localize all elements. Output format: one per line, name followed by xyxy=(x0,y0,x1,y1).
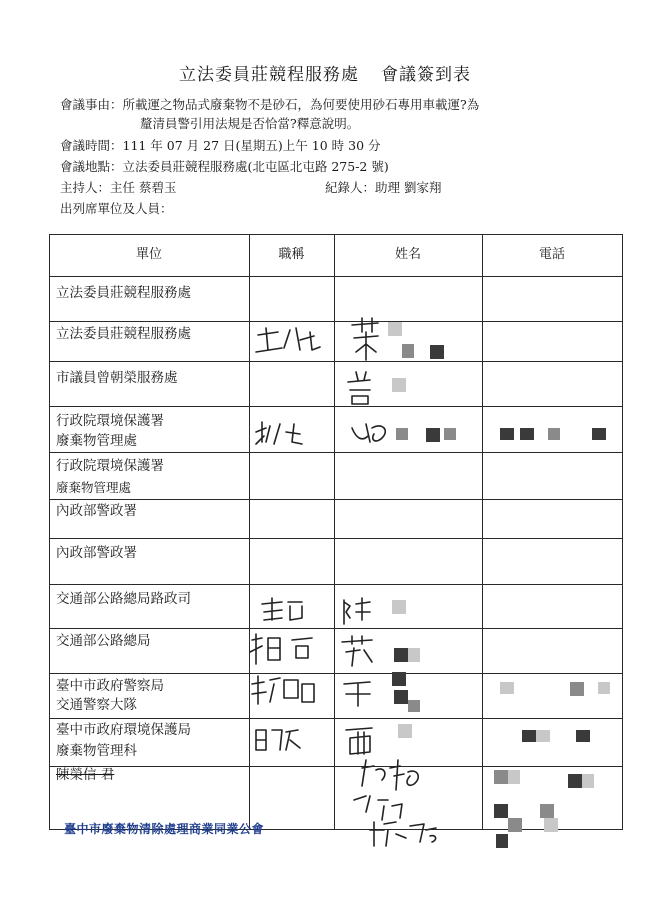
row-2-unit: 立法委員莊競程服務處 xyxy=(56,326,191,342)
row-11-unit-line2: 廢棄物管理科 xyxy=(56,743,137,759)
row-3-unit: 市議員曾朝榮服務處 xyxy=(56,370,178,386)
row-10-unit-line1: 臺中市政府警察局 xyxy=(56,678,164,694)
row-8-unit: 交通部公路總局路政司 xyxy=(56,591,191,607)
row-9-unit: 交通部公路總局 xyxy=(56,633,151,649)
attendees-heading: 出列席單位及人員： xyxy=(60,201,173,216)
title-office: 立法委員莊競程服務處 xyxy=(179,65,359,85)
meeting-location: 會議地點：立法委員莊競程服務處(北屯區北屯路 275-2 號) xyxy=(60,159,389,174)
row-11-unit-line1: 臺中市政府環境保護局 xyxy=(56,722,191,738)
row-7-unit: 內政部警政署 xyxy=(56,545,137,561)
row-5-unit-line2: 廢棄物管理處 xyxy=(56,480,132,495)
header-title: 職稱 xyxy=(278,247,305,262)
meeting-host: 主持人：主任 蔡碧玉 xyxy=(60,180,177,195)
association-stamp: 臺中市廢棄物清除處理商業同業公會 xyxy=(64,822,265,836)
signin-table xyxy=(49,234,623,830)
row-1-unit: 立法委員莊競程服務處 xyxy=(56,285,191,301)
header-phone: 電話 xyxy=(538,247,565,262)
row-6-unit: 內政部警政署 xyxy=(56,503,137,519)
meeting-recorder: 紀錄人：助理 劉家翔 xyxy=(325,180,442,195)
header-name: 姓名 xyxy=(394,247,421,262)
title-form: 會議簽到表 xyxy=(381,65,471,85)
meeting-subject-line1: 會議事由：所載運之物品式廢棄物不是砂石，為何要使用砂石專用車載運?為 xyxy=(60,97,480,112)
row-4-unit-line1: 行政院環境保護署 xyxy=(56,413,164,429)
row-4-unit-line2: 廢棄物管理處 xyxy=(56,433,137,449)
row-5-unit-line1: 行政院環境保護署 xyxy=(56,458,164,474)
row-12-unit: 陳榮信 君 xyxy=(56,767,115,783)
header-unit: 單位 xyxy=(135,247,162,262)
row-10-unit-line2: 交通警察大隊 xyxy=(56,697,137,713)
meeting-subject-line2: 釐清員警引用法規是否恰當?釋意說明。 xyxy=(140,116,360,131)
meeting-time: 會議時間：111 年 07 月 27 日(星期五)上午 10 時 30 分 xyxy=(60,138,381,153)
document-title xyxy=(0,60,650,85)
